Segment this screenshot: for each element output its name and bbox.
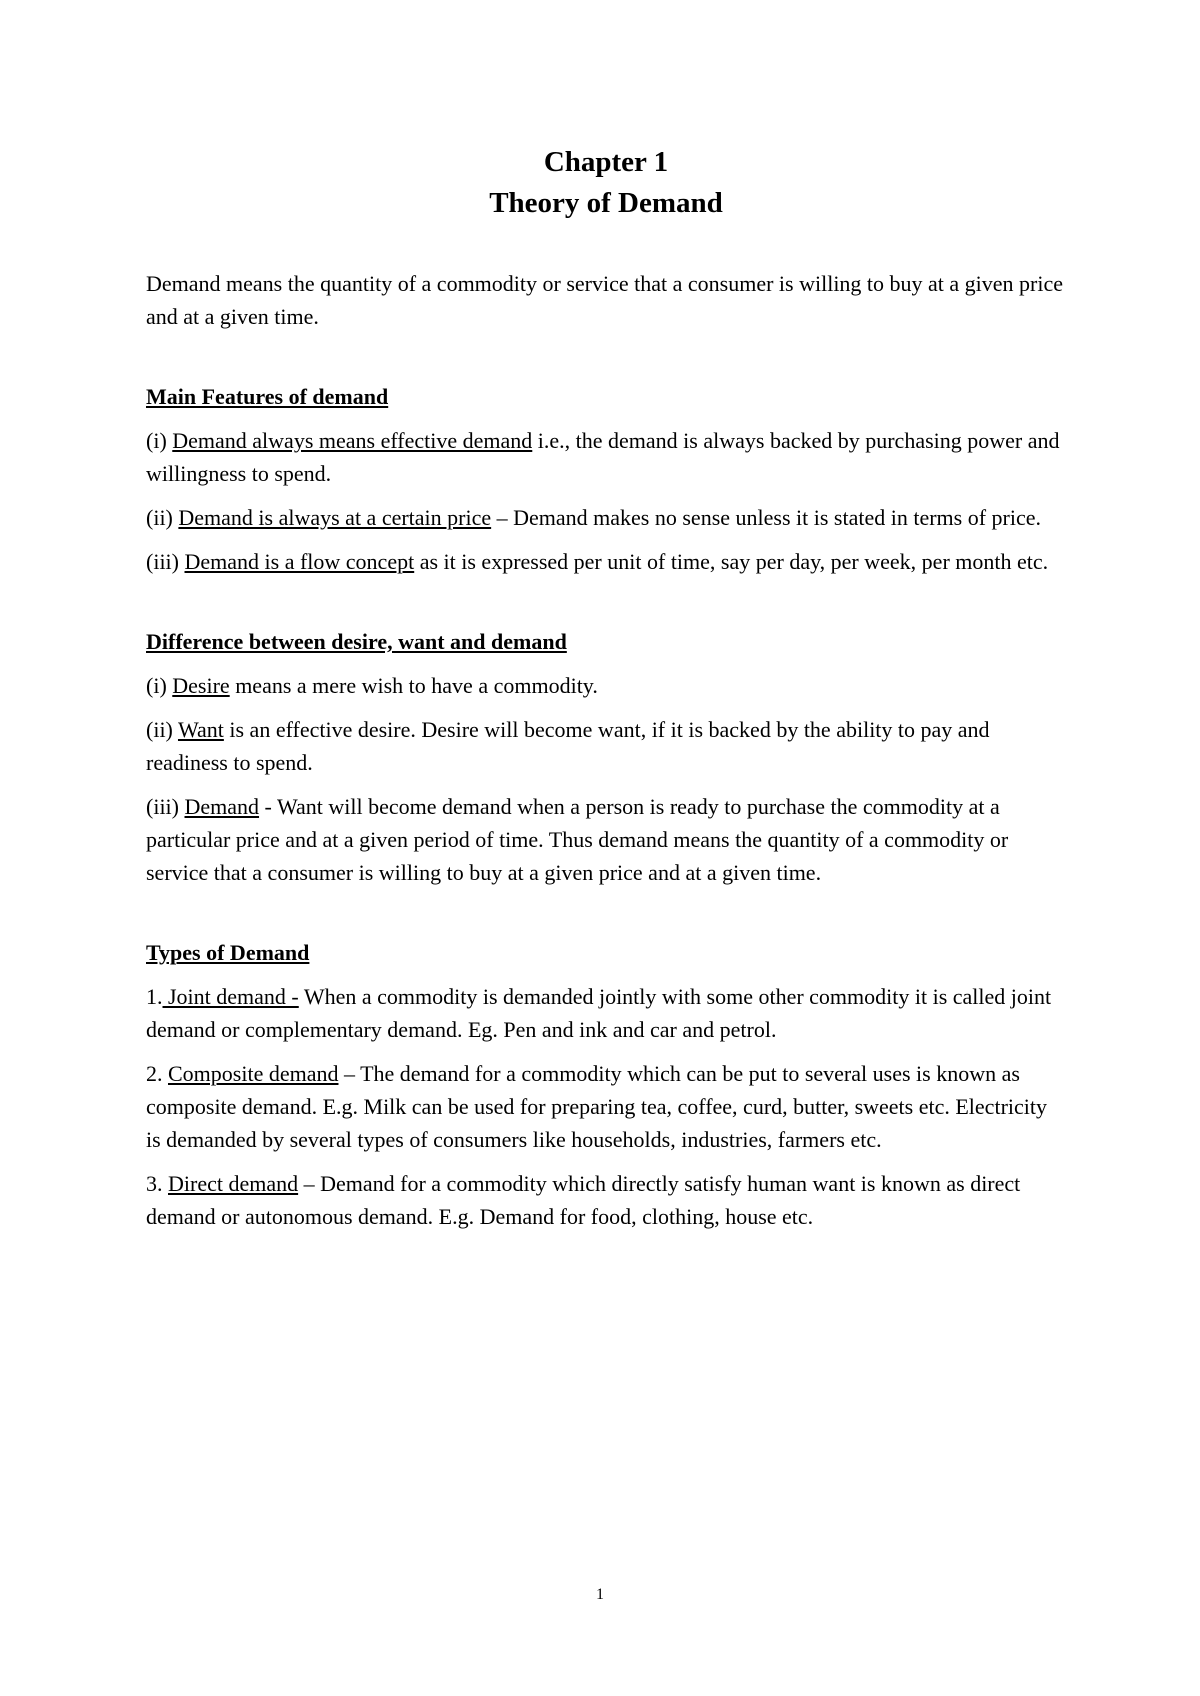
- chapter-number: Chapter 1: [543, 146, 669, 178]
- type-term: Composite demand: [168, 1061, 339, 1086]
- difference-term: Desire: [172, 673, 230, 698]
- difference-item: (i) Desire means a mere wish to have a commodity.: [146, 673, 598, 698]
- feature-term: Demand always means effective demand: [172, 428, 533, 453]
- type-item: 3. Direct demand – Demand for a commodity which directly satisfy human want is known as direct demand or autonomous demand. E.g. Demand for food, clothing, house etc.: [146, 1171, 1021, 1229]
- chapter-title: Theory of Demand: [489, 187, 723, 219]
- title-block: [146, 142, 1066, 224]
- difference-item: (iii) Demand - Want will become demand when a person is ready to purchase the commodity at a particular price and at a given period of time. Thus demand means the quantity of a commodity or service that a consumer is willing to buy at a given price and at a given time.: [146, 794, 1009, 885]
- intro-paragraph: Demand means the quantity of a commodity or service that a consumer is willing to buy at a given price and at a given time.: [146, 271, 1064, 329]
- page-number: 1: [596, 1586, 604, 1603]
- feature-term: Demand is always at a certain price: [178, 505, 492, 530]
- difference-term: Want: [177, 717, 224, 742]
- type-item: 1. Joint demand - When a commodity is demanded jointly with some other commodity it is called joint demand or complementary demand. Eg. Pen and ink and car and petrol.: [146, 984, 1052, 1042]
- features-heading: Main Features of demand: [146, 384, 389, 409]
- difference-item: (ii) Want is an effective desire. Desire will become want, if it is backed by the ability to pay and readiness to spend.: [146, 717, 990, 775]
- feature-item: (i) Demand always means effective demand i.e., the demand is always backed by purchasing power and willingness to spend.: [146, 428, 1060, 486]
- type-item: 2. Composite demand – The demand for a commodity which can be put to several uses is known as composite demand. E.g. Milk can be used for preparing tea, coffee, curd, butter, sweets etc. Electricity is demanded by several types of consumers like households, industries, farmers etc.: [146, 1061, 1047, 1152]
- feature-item: (ii) Demand is always at a certain price – Demand makes no sense unless it is stated in terms of price.: [146, 505, 1042, 530]
- difference-heading: Difference between desire, want and demand: [146, 629, 567, 654]
- type-term: Joint demand -: [162, 984, 299, 1009]
- feature-term: Demand is a flow concept: [184, 549, 415, 574]
- types-heading: Types of Demand: [146, 940, 310, 965]
- feature-item: (iii) Demand is a flow concept as it is expressed per unit of time, say per day, per week, per month etc.: [146, 549, 1049, 574]
- document-page: [146, 142, 1066, 1244]
- difference-term: Demand: [184, 794, 260, 819]
- type-term: Direct demand: [168, 1171, 299, 1196]
